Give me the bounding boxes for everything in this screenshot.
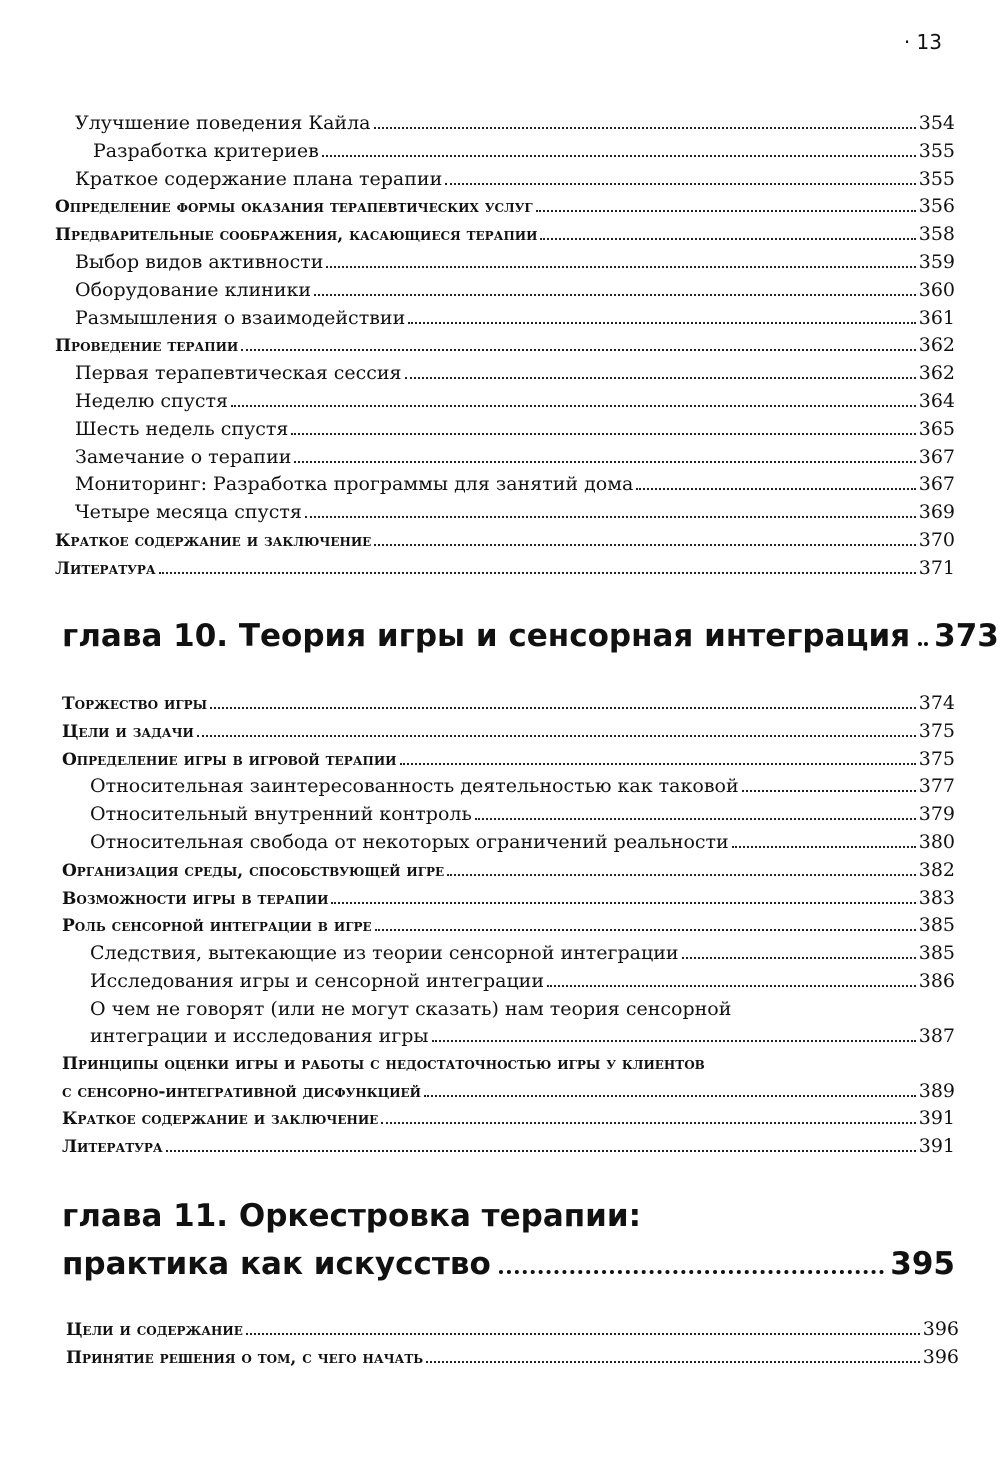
entry-page: 355 (918, 139, 955, 162)
toc-block-chapter11 (66, 1316, 959, 1372)
entry-page: 380 (918, 830, 955, 853)
leader-dots (241, 349, 915, 351)
toc-entry[interactable] (55, 138, 955, 166)
toc-entry[interactable] (62, 690, 955, 718)
entry-title: Организация среды, способствующей игре (62, 860, 445, 881)
entry-page: 361 (918, 306, 955, 329)
leader-dots (426, 1361, 920, 1363)
entry-title: Цели и содержание (66, 1320, 243, 1340)
leader-dots (408, 322, 915, 324)
page-number: · 13 (903, 30, 942, 54)
entry-page: 382 (918, 858, 955, 881)
entry-title: Краткое содержание и заключение (62, 1109, 379, 1130)
entry-title: Четыре месяца спустя (75, 501, 302, 524)
toc-entry[interactable] (62, 801, 955, 829)
toc-entry[interactable] (66, 1316, 959, 1344)
leader-dots (400, 763, 916, 765)
toc-entry[interactable] (55, 471, 955, 499)
toc-entry[interactable] (55, 416, 955, 444)
leader-dots (732, 846, 916, 848)
toc-entry[interactable] (62, 968, 955, 996)
leader-dots (166, 1150, 916, 1152)
chapter-title-line1: глава 11. Оркестровка терапии: (62, 1198, 642, 1234)
toc-entry[interactable] (62, 746, 955, 774)
entry-page: 375 (918, 719, 955, 742)
entry-page: 370 (918, 528, 955, 551)
leader-dots (547, 985, 916, 987)
leader-dots (475, 818, 916, 820)
toc-entry[interactable] (62, 718, 955, 746)
entry-page: 387 (918, 1024, 955, 1047)
leader-dots (231, 405, 916, 407)
leader-dots (742, 790, 916, 792)
entry-page: 379 (918, 803, 955, 826)
entry-title: интеграции и исследования игры (90, 1024, 429, 1047)
toc-entry[interactable] (55, 249, 955, 277)
entry-page: 362 (918, 334, 955, 357)
toc-entry[interactable] (55, 166, 955, 194)
entry-title: Выбор видов активности (75, 250, 324, 273)
entry-title: Предварительные соображения, касающиеся терапии (55, 225, 538, 246)
entry-page: 365 (918, 417, 955, 440)
entry-title: Определение игры в игровой терапии (62, 749, 397, 770)
entry-page: 362 (918, 362, 955, 385)
leader-dots (374, 127, 916, 129)
chapter-title: глава 10. Теория игры и сенсорная интеграция (62, 618, 911, 654)
entry-title: Мониторинг: Разработка программы для занятий дома (75, 473, 634, 496)
chapter-page: 373 (934, 618, 999, 654)
toc-entry[interactable] (62, 996, 955, 1023)
leader-dots (381, 1122, 915, 1124)
entry-title: Оборудование клиники (75, 278, 312, 301)
entry-title: Относительная свобода от некоторых ограничений реальности (90, 830, 729, 853)
leader-dots (636, 488, 915, 490)
entry-title: Торжество игры (62, 694, 208, 714)
leader-dots (405, 377, 916, 379)
toc-entry[interactable] (55, 110, 955, 138)
entry-title: Принятие решения о том, с чего начать (66, 1347, 424, 1368)
leader-dots (375, 929, 916, 931)
entry-title: Краткое содержание и заключение (55, 530, 372, 551)
entry-title: Принципы оценки игры и работы с недостаточностью игры у клиентов (62, 1053, 705, 1074)
entry-title: Разработка критериев (93, 139, 319, 162)
entry-page: 354 (918, 112, 955, 134)
leader-dots (159, 572, 916, 574)
chapter-page: 395 (890, 1246, 955, 1282)
entry-page: 391 (918, 1107, 955, 1130)
entry-page: 367 (918, 473, 955, 496)
entry-page: 367 (918, 445, 955, 468)
entry-page: 375 (918, 747, 955, 770)
entry-title: Следствия, вытекающие из теории сенсорной интеграции (90, 942, 679, 965)
entry-title: Улучшение поведения Кайла (75, 112, 371, 134)
leader-dots (682, 957, 916, 959)
entry-page: 356 (918, 195, 955, 218)
entry-title: О чем не говорят (или не могут сказать) нам теория сенсорной (90, 997, 732, 1020)
toc-entry[interactable] (55, 360, 955, 388)
toc-block-chapter10 (62, 690, 955, 1161)
entry-page: 396 (922, 1318, 959, 1340)
toc-entry[interactable] (62, 1133, 955, 1161)
toc-entry[interactable] (66, 1344, 959, 1372)
entry-page: 385 (918, 942, 955, 965)
toc-entry[interactable] (55, 193, 955, 221)
entry-page: 386 (918, 969, 955, 992)
entry-page: 371 (918, 556, 955, 579)
toc-entry[interactable] (62, 1105, 955, 1133)
toc-entry[interactable] (55, 555, 955, 583)
leader-dots (374, 544, 915, 546)
leader-dots (540, 238, 915, 240)
entry-page: 360 (918, 278, 955, 301)
toc-entry[interactable] (55, 305, 955, 333)
entry-title: Проведение терапии (55, 336, 239, 357)
entry-title: с сенсорно-интегративной дисфункцией (62, 1081, 422, 1102)
toc-entry[interactable] (55, 332, 955, 360)
entry-title: Размышления о взаимодействии (75, 306, 406, 329)
toc-entry[interactable] (62, 829, 955, 857)
toc-entry[interactable] (62, 773, 955, 801)
leader-dots (432, 1040, 916, 1042)
leader-dots (322, 155, 916, 157)
entry-page: 369 (918, 501, 955, 524)
leader-dots (326, 266, 915, 268)
toc-entry-continued[interactable] (62, 1078, 955, 1106)
entry-title: Цели и задачи (62, 721, 194, 742)
entry-page: 385 (918, 914, 955, 937)
entry-page: 374 (918, 692, 955, 714)
toc-entry[interactable] (55, 388, 955, 416)
leader-dots (294, 461, 915, 463)
entry-page: 355 (918, 167, 955, 190)
toc-entry[interactable] (62, 1051, 955, 1078)
leader-dots (197, 735, 916, 737)
entry-title: Литература (62, 1137, 163, 1158)
toc-entry[interactable] (55, 527, 955, 555)
chapter-10-heading[interactable] (62, 618, 999, 654)
leader-dots (246, 1333, 920, 1335)
entry-title: Краткое содержание плана терапии (75, 167, 443, 190)
entry-page: 396 (922, 1345, 959, 1368)
entry-page: 359 (918, 250, 955, 273)
entry-title: Роль сенсорной интеграции в игре (62, 916, 372, 937)
entry-title: Возможности игры в терапии (62, 888, 329, 909)
toc-entry[interactable] (62, 885, 955, 913)
toc-entry[interactable] (62, 940, 955, 968)
entry-title: Шесть недель спустя (75, 417, 289, 440)
chapter-11-heading[interactable] (62, 1198, 955, 1282)
leader-dots (331, 902, 915, 904)
toc-entry[interactable] (62, 912, 955, 940)
leader-dots (305, 516, 916, 518)
leader-dots (314, 294, 916, 296)
toc-entry[interactable] (55, 277, 955, 305)
leader-dots (210, 707, 916, 709)
entry-title: Первая терапевтическая сессия (75, 362, 402, 385)
entry-title: Неделю спустя (75, 389, 229, 412)
entry-page: 364 (918, 389, 955, 412)
entry-title: Определение формы оказания терапевтических услуг (55, 197, 533, 218)
entry-page: 383 (918, 886, 955, 909)
toc-entry-continued[interactable] (62, 1023, 955, 1051)
entry-title: Замечание о терапии (75, 445, 292, 468)
entry-page: 389 (918, 1079, 955, 1102)
leader-dots (499, 1270, 885, 1274)
leader-dots (447, 874, 916, 876)
entry-page: 391 (918, 1135, 955, 1158)
toc-entry[interactable] (62, 857, 955, 885)
toc-block-chapter9-tail (55, 110, 955, 583)
leader-dots (536, 210, 916, 212)
leader-dots (918, 642, 928, 646)
toc-entry[interactable] (55, 221, 955, 249)
toc-entry[interactable] (55, 444, 955, 472)
entry-title: Относительный внутренний контроль (90, 803, 472, 826)
leader-dots (424, 1095, 916, 1097)
leader-dots (291, 433, 915, 435)
leader-dots (445, 183, 916, 185)
entry-page: 358 (918, 223, 955, 246)
entry-title: Литература (55, 558, 156, 579)
toc-entry[interactable] (55, 499, 955, 527)
entry-title: Относительная заинтересованность деятельностью как таковой (90, 775, 739, 798)
chapter-title-line2: практика как искусство (62, 1246, 491, 1282)
entry-title: Исследования игры и сенсорной интеграции (90, 969, 544, 992)
entry-page: 377 (918, 775, 955, 798)
